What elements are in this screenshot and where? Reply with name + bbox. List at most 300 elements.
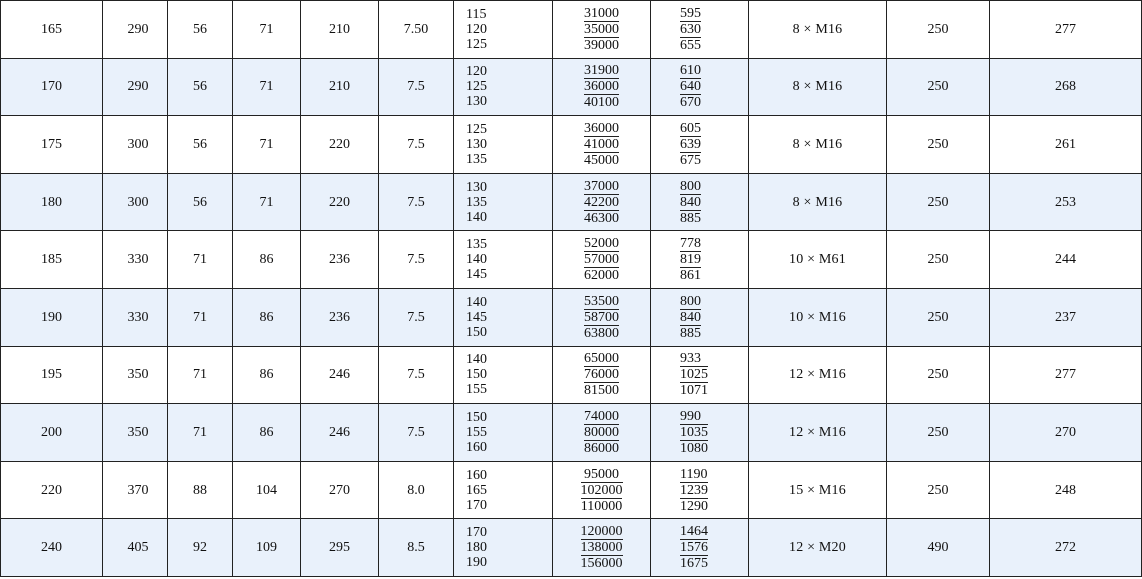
cell-line: 140 bbox=[466, 252, 487, 268]
cell-value: 250 bbox=[927, 482, 949, 498]
cell-line: 130 bbox=[466, 179, 487, 195]
cell-bolts bbox=[749, 288, 887, 346]
cell-bolts bbox=[749, 173, 887, 231]
cell-value: 86 bbox=[259, 252, 274, 268]
cell-value: 7.5 bbox=[407, 252, 425, 268]
cell-f bbox=[379, 404, 454, 462]
cell-line: 135 bbox=[466, 237, 487, 253]
cell-value: 240 bbox=[41, 540, 62, 556]
cell-value: 290 bbox=[127, 79, 149, 95]
cell-value: 10 × M16 bbox=[789, 309, 846, 325]
cell-value: 56 bbox=[193, 194, 207, 210]
cell-line: 605 bbox=[680, 120, 701, 136]
cell-value: 86 bbox=[259, 309, 274, 325]
cell-value: 12 × M16 bbox=[789, 367, 846, 383]
cell-a bbox=[1, 173, 103, 231]
cell-line: 145 bbox=[466, 267, 487, 283]
cell-d bbox=[233, 173, 301, 231]
cell-g bbox=[454, 288, 553, 346]
cell-value: 350 bbox=[127, 424, 149, 440]
cell-line: 655 bbox=[680, 37, 701, 53]
cell-value: 246 bbox=[329, 367, 350, 383]
cell-line: 120 bbox=[466, 21, 487, 37]
cell-f bbox=[379, 231, 454, 289]
cell-value: 175 bbox=[41, 136, 62, 152]
cell-d bbox=[233, 346, 301, 404]
cell-line: 42200 bbox=[584, 194, 619, 210]
cell-line: 840 bbox=[680, 309, 701, 325]
cell-a bbox=[1, 404, 103, 462]
cell-line: 53500 bbox=[584, 293, 619, 309]
cell-value: 290 bbox=[127, 21, 149, 37]
cell-e bbox=[301, 288, 379, 346]
cell-line: 140 bbox=[466, 209, 487, 225]
cell-i bbox=[651, 461, 749, 519]
cell-line: 81500 bbox=[584, 383, 619, 399]
cell-value: 109 bbox=[256, 540, 277, 556]
cell-line: 150 bbox=[466, 324, 487, 340]
cell-line: 145 bbox=[466, 309, 487, 325]
cell-line: 130 bbox=[466, 94, 487, 110]
cell-h bbox=[553, 1, 651, 59]
cell-line: 630 bbox=[680, 21, 701, 37]
cell-e bbox=[301, 461, 379, 519]
cell-value: 200 bbox=[41, 424, 62, 440]
cell-g bbox=[454, 231, 553, 289]
cell-line: 1239 bbox=[680, 482, 708, 498]
cell-line: 639 bbox=[680, 136, 701, 152]
cell-line: 95000 bbox=[584, 466, 619, 482]
cell-f bbox=[379, 116, 454, 174]
cell-bolts bbox=[749, 519, 887, 577]
cell-a bbox=[1, 346, 103, 404]
cell-line: 62000 bbox=[584, 268, 619, 284]
cell-value: 71 bbox=[193, 309, 207, 325]
cell-line: 670 bbox=[680, 95, 701, 111]
table-row bbox=[1, 461, 1142, 519]
cell-line: 190 bbox=[466, 555, 487, 571]
table-row bbox=[1, 58, 1142, 116]
cell-value: 71 bbox=[259, 136, 274, 152]
table-row bbox=[1, 288, 1142, 346]
cell-value: 250 bbox=[927, 309, 949, 325]
cell-a bbox=[1, 116, 103, 174]
cell-d bbox=[233, 231, 301, 289]
cell-line: 180 bbox=[466, 540, 487, 556]
cell-line: 102000 bbox=[580, 482, 623, 498]
cell-e bbox=[301, 231, 379, 289]
cell-a bbox=[1, 231, 103, 289]
cell-h bbox=[553, 231, 651, 289]
cell-value: 8 × M16 bbox=[792, 21, 843, 37]
cell-b bbox=[103, 58, 168, 116]
cell-line: 35000 bbox=[584, 21, 619, 37]
cell-g bbox=[454, 116, 553, 174]
cell-value: 71 bbox=[193, 424, 207, 440]
cell-f bbox=[379, 58, 454, 116]
cell-line: 86000 bbox=[584, 440, 619, 456]
cell-value: 71 bbox=[193, 367, 207, 383]
cell-f bbox=[379, 1, 454, 59]
cell-g bbox=[454, 404, 553, 462]
cell-a bbox=[1, 461, 103, 519]
table-row bbox=[1, 404, 1142, 462]
cell-value: 180 bbox=[41, 194, 62, 210]
cell-bolts bbox=[749, 404, 887, 462]
table-row bbox=[1, 116, 1142, 174]
cell-value: 330 bbox=[127, 309, 149, 325]
cell-b bbox=[103, 116, 168, 174]
cell-value: 220 bbox=[41, 482, 62, 498]
cell-value: 7.5 bbox=[407, 367, 425, 383]
cell-line: 160 bbox=[466, 467, 487, 483]
cell-line: 1071 bbox=[680, 383, 708, 399]
cell-line: 595 bbox=[680, 5, 701, 21]
cell-value: 250 bbox=[927, 79, 949, 95]
cell-k bbox=[887, 1, 990, 59]
cell-c bbox=[168, 288, 233, 346]
cell-b bbox=[103, 461, 168, 519]
cell-line: 40100 bbox=[584, 95, 619, 111]
cell-b bbox=[103, 404, 168, 462]
cell-e bbox=[301, 404, 379, 462]
cell-k bbox=[887, 519, 990, 577]
cell-line: 37000 bbox=[584, 178, 619, 194]
cell-a bbox=[1, 58, 103, 116]
cell-value: 236 bbox=[329, 309, 350, 325]
cell-value: 7.50 bbox=[403, 21, 429, 37]
cell-value: 7.5 bbox=[407, 309, 425, 325]
cell-line: 52000 bbox=[584, 236, 619, 252]
cell-line: 155 bbox=[466, 424, 487, 440]
cell-value: 300 bbox=[127, 136, 149, 152]
cell-line: 130 bbox=[466, 136, 487, 152]
cell-value: 236 bbox=[329, 252, 350, 268]
cell-l bbox=[990, 404, 1142, 462]
cell-line: 110000 bbox=[580, 498, 623, 514]
cell-g bbox=[454, 1, 553, 59]
cell-value: 210 bbox=[329, 79, 350, 95]
cell-k bbox=[887, 404, 990, 462]
cell-h bbox=[553, 58, 651, 116]
cell-h bbox=[553, 404, 651, 462]
cell-g bbox=[454, 173, 553, 231]
cell-bolts bbox=[749, 1, 887, 59]
cell-e bbox=[301, 519, 379, 577]
cell-k bbox=[887, 58, 990, 116]
cell-line: 160 bbox=[466, 439, 487, 455]
cell-value: 270 bbox=[329, 482, 350, 498]
cell-e bbox=[301, 1, 379, 59]
table-row bbox=[1, 346, 1142, 404]
cell-line: 150 bbox=[466, 367, 487, 383]
cell-bolts bbox=[749, 231, 887, 289]
cell-line: 933 bbox=[680, 351, 701, 367]
cell-l bbox=[990, 288, 1142, 346]
cell-value: 490 bbox=[927, 540, 949, 556]
cell-line: 46300 bbox=[584, 210, 619, 226]
cell-g bbox=[454, 58, 553, 116]
cell-value: 92 bbox=[193, 540, 207, 556]
cell-line: 800 bbox=[680, 178, 701, 194]
cell-line: 120 bbox=[466, 64, 487, 80]
cell-line: 990 bbox=[680, 408, 701, 424]
cell-value: 405 bbox=[127, 540, 149, 556]
cell-d bbox=[233, 288, 301, 346]
cell-line: 1035 bbox=[680, 424, 708, 440]
cell-i bbox=[651, 404, 749, 462]
cell-value: 7.5 bbox=[407, 136, 425, 152]
cell-k bbox=[887, 173, 990, 231]
cell-b bbox=[103, 519, 168, 577]
cell-line: 1025 bbox=[680, 367, 708, 383]
cell-value: 250 bbox=[927, 367, 949, 383]
cell-i bbox=[651, 116, 749, 174]
cell-value: 56 bbox=[193, 136, 207, 152]
cell-h bbox=[553, 461, 651, 519]
cell-value: 8.0 bbox=[407, 482, 425, 498]
cell-c bbox=[168, 231, 233, 289]
cell-value: 8 × M16 bbox=[792, 194, 843, 210]
cell-line: 39000 bbox=[584, 37, 619, 53]
cell-l bbox=[990, 1, 1142, 59]
cell-line: 840 bbox=[680, 194, 701, 210]
cell-value: 268 bbox=[1055, 79, 1076, 95]
cell-line: 640 bbox=[680, 79, 701, 95]
cell-line: 1290 bbox=[680, 498, 708, 514]
cell-e bbox=[301, 346, 379, 404]
cell-value: 330 bbox=[127, 252, 149, 268]
cell-k bbox=[887, 461, 990, 519]
cell-value: 8 × M16 bbox=[792, 79, 843, 95]
cell-b bbox=[103, 346, 168, 404]
cell-g bbox=[454, 519, 553, 577]
cell-value: 250 bbox=[927, 252, 949, 268]
cell-line: 65000 bbox=[584, 351, 619, 367]
cell-value: 56 bbox=[193, 79, 207, 95]
cell-l bbox=[990, 519, 1142, 577]
cell-line: 778 bbox=[680, 236, 701, 252]
cell-h bbox=[553, 288, 651, 346]
table-row bbox=[1, 1, 1142, 59]
cell-k bbox=[887, 116, 990, 174]
cell-line: 76000 bbox=[584, 367, 619, 383]
cell-line: 125 bbox=[466, 79, 487, 95]
cell-bolts bbox=[749, 346, 887, 404]
cell-e bbox=[301, 58, 379, 116]
cell-line: 63800 bbox=[584, 325, 619, 341]
cell-value: 56 bbox=[193, 21, 207, 37]
cell-h bbox=[553, 116, 651, 174]
cell-d bbox=[233, 1, 301, 59]
cell-i bbox=[651, 173, 749, 231]
cell-value: 250 bbox=[927, 194, 949, 210]
cell-value: 185 bbox=[41, 252, 62, 268]
cell-value: 220 bbox=[329, 136, 350, 152]
cell-d bbox=[233, 404, 301, 462]
cell-line: 135 bbox=[466, 151, 487, 167]
cell-l bbox=[990, 173, 1142, 231]
cell-line: 819 bbox=[680, 252, 701, 268]
cell-a bbox=[1, 519, 103, 577]
cell-h bbox=[553, 173, 651, 231]
cell-line: 138000 bbox=[580, 540, 623, 556]
cell-line: 885 bbox=[680, 325, 701, 341]
cell-e bbox=[301, 173, 379, 231]
cell-line: 57000 bbox=[584, 252, 619, 268]
cell-line: 675 bbox=[680, 152, 701, 168]
cell-value: 370 bbox=[127, 482, 149, 498]
cell-i bbox=[651, 519, 749, 577]
cell-c bbox=[168, 346, 233, 404]
cell-line: 125 bbox=[466, 121, 487, 137]
cell-k bbox=[887, 231, 990, 289]
cell-value: 295 bbox=[329, 540, 350, 556]
cell-line: 31000 bbox=[584, 5, 619, 21]
cell-i bbox=[651, 1, 749, 59]
cell-line: 1576 bbox=[680, 540, 708, 556]
cell-b bbox=[103, 288, 168, 346]
cell-value: 71 bbox=[193, 252, 207, 268]
cell-line: 115 bbox=[466, 6, 487, 22]
cell-line: 41000 bbox=[584, 136, 619, 152]
cell-value: 86 bbox=[259, 367, 274, 383]
cell-c bbox=[168, 404, 233, 462]
cell-value: 277 bbox=[1055, 21, 1076, 37]
cell-l bbox=[990, 58, 1142, 116]
cell-value: 8 × M16 bbox=[792, 136, 843, 152]
cell-line: 800 bbox=[680, 293, 701, 309]
cell-line: 150 bbox=[466, 409, 487, 425]
cell-line: 861 bbox=[680, 268, 701, 284]
cell-f bbox=[379, 461, 454, 519]
cell-value: 250 bbox=[927, 21, 949, 37]
cell-bolts bbox=[749, 58, 887, 116]
cell-l bbox=[990, 346, 1142, 404]
cell-value: 88 bbox=[193, 482, 207, 498]
cell-line: 45000 bbox=[584, 152, 619, 168]
cell-line: 1080 bbox=[680, 440, 708, 456]
cell-i bbox=[651, 288, 749, 346]
cell-h bbox=[553, 346, 651, 404]
cell-value: 250 bbox=[927, 424, 949, 440]
cell-line: 36000 bbox=[584, 79, 619, 95]
cell-value: 165 bbox=[41, 21, 62, 37]
cell-l bbox=[990, 461, 1142, 519]
cell-f bbox=[379, 288, 454, 346]
cell-k bbox=[887, 288, 990, 346]
cell-g bbox=[454, 346, 553, 404]
cell-line: 140 bbox=[466, 294, 487, 310]
cell-value: 244 bbox=[1055, 252, 1076, 268]
cell-b bbox=[103, 173, 168, 231]
cell-line: 165 bbox=[466, 482, 487, 498]
cell-value: 270 bbox=[1055, 424, 1076, 440]
cell-line: 1190 bbox=[680, 466, 708, 482]
cell-a bbox=[1, 1, 103, 59]
cell-value: 7.5 bbox=[407, 424, 425, 440]
cell-d bbox=[233, 58, 301, 116]
cell-line: 155 bbox=[466, 382, 487, 398]
cell-line: 156000 bbox=[580, 556, 623, 572]
cell-value: 272 bbox=[1055, 540, 1076, 556]
cell-value: 12 × M16 bbox=[789, 424, 846, 440]
cell-value: 246 bbox=[329, 424, 350, 440]
cell-a bbox=[1, 288, 103, 346]
cell-f bbox=[379, 519, 454, 577]
cell-value: 210 bbox=[329, 21, 350, 37]
cell-d bbox=[233, 116, 301, 174]
cell-value: 195 bbox=[41, 367, 62, 383]
cell-value: 10 × M61 bbox=[789, 252, 846, 268]
cell-d bbox=[233, 461, 301, 519]
cell-c bbox=[168, 461, 233, 519]
cell-b bbox=[103, 1, 168, 59]
cell-line: 58700 bbox=[584, 309, 619, 325]
cell-line: 170 bbox=[466, 497, 487, 513]
cell-bolts bbox=[749, 116, 887, 174]
cell-l bbox=[990, 231, 1142, 289]
cell-value: 253 bbox=[1055, 194, 1076, 210]
cell-e bbox=[301, 116, 379, 174]
cell-i bbox=[651, 231, 749, 289]
cell-c bbox=[168, 1, 233, 59]
cell-line: 1675 bbox=[680, 556, 708, 572]
cell-value: 350 bbox=[127, 367, 149, 383]
cell-value: 8.5 bbox=[407, 540, 425, 556]
cell-k bbox=[887, 346, 990, 404]
cell-line: 80000 bbox=[584, 424, 619, 440]
cell-value: 220 bbox=[329, 194, 350, 210]
table-row bbox=[1, 231, 1142, 289]
cell-c bbox=[168, 58, 233, 116]
cell-c bbox=[168, 519, 233, 577]
cell-value: 277 bbox=[1055, 367, 1076, 383]
cell-c bbox=[168, 173, 233, 231]
cell-value: 15 × M16 bbox=[789, 482, 846, 498]
cell-value: 250 bbox=[927, 136, 949, 152]
cell-value: 237 bbox=[1055, 309, 1076, 325]
cell-line: 74000 bbox=[584, 408, 619, 424]
cell-value: 71 bbox=[259, 79, 274, 95]
cell-line: 610 bbox=[680, 63, 701, 79]
table-row bbox=[1, 173, 1142, 231]
cell-value: 170 bbox=[41, 79, 62, 95]
cell-line: 135 bbox=[466, 194, 487, 210]
cell-bolts bbox=[749, 461, 887, 519]
cell-line: 170 bbox=[466, 525, 487, 541]
cell-c bbox=[168, 116, 233, 174]
table-row bbox=[1, 519, 1142, 577]
cell-value: 71 bbox=[259, 21, 274, 37]
cell-value: 7.5 bbox=[407, 194, 425, 210]
cell-g bbox=[454, 461, 553, 519]
cell-value: 248 bbox=[1055, 482, 1076, 498]
cell-value: 86 bbox=[259, 424, 274, 440]
cell-value: 261 bbox=[1055, 136, 1076, 152]
cell-value: 104 bbox=[256, 482, 277, 498]
cell-line: 120000 bbox=[580, 524, 623, 540]
cell-value: 71 bbox=[259, 194, 274, 210]
cell-value: 300 bbox=[127, 194, 149, 210]
cell-line: 125 bbox=[466, 36, 487, 52]
cell-line: 140 bbox=[466, 352, 487, 368]
cell-i bbox=[651, 58, 749, 116]
table-body bbox=[1, 1, 1142, 577]
cell-b bbox=[103, 231, 168, 289]
cell-l bbox=[990, 116, 1142, 174]
cell-value: 12 × M20 bbox=[789, 540, 846, 556]
